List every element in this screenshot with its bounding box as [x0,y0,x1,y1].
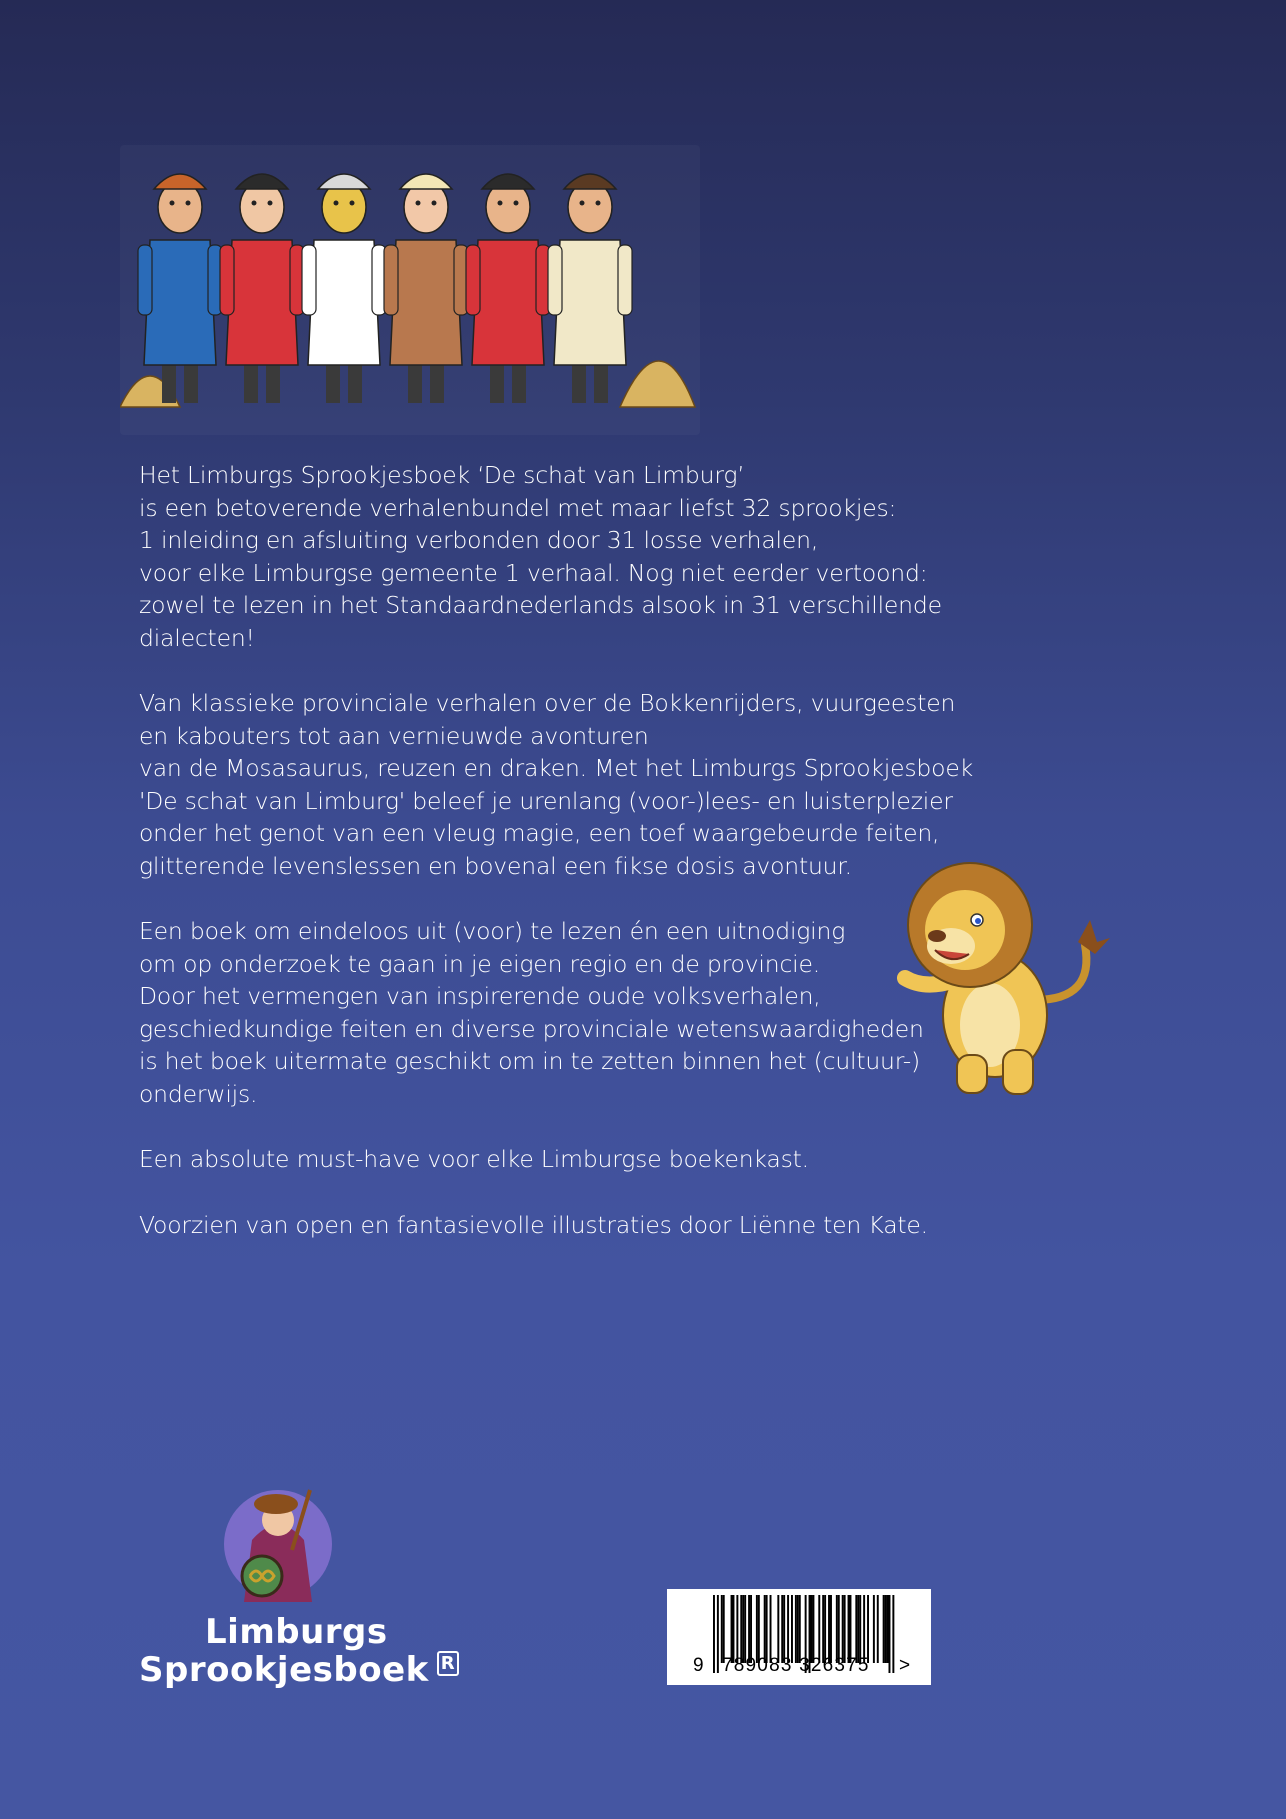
isbn-barcode [667,1589,931,1685]
barcode-bar [766,1595,768,1663]
barcode-bar [770,1595,772,1663]
barcode-bar [873,1595,875,1663]
barcode-bar [830,1595,832,1663]
barcode-bar [764,1595,766,1663]
barcode-bar [838,1595,840,1663]
barcode-bar [867,1595,869,1663]
barcode-bar [740,1595,742,1663]
barcode-bar [857,1595,859,1663]
barcode-bar [818,1595,820,1663]
barcode-bar [744,1595,746,1663]
lion-illustration [885,850,1115,1100]
barcode-bar [758,1595,760,1663]
barcode-bar [791,1595,793,1663]
barcode-bar [742,1595,744,1663]
blurb-paragraph-4: Een absolute must-have voor elke Limburgse boekenkast. [139,1145,809,1173]
storyteller-mascot-illustration [222,1480,334,1608]
barcode-bar [797,1595,799,1663]
barcode-bar [844,1595,846,1663]
registered-mark-icon: R [437,1651,459,1676]
barcode-bar [859,1595,861,1663]
blurb-paragraph-3: Een boek om eindeloos uit (voor) te lezen én een uitnodiging om op onderzoek te gaan in je eigen regio en de provincie. Door het vermengen van inspirerende oude volksverhalen, geschiedkundige feiten en diverse provinciale wetenswaardigheden is het boek uitermate geschikt om in te zetten binnen het (cultuur-) onderwijs. [139,917,924,1108]
barcode-bar [842,1595,844,1663]
characters-illustration [120,145,700,435]
barcode-bar [863,1595,865,1663]
white-lady-icon [302,174,386,403]
lady-in-brown-icon [384,174,468,403]
barcode-bar [883,1595,885,1663]
barcode-bar [848,1595,850,1663]
roman-boy-icon [548,174,632,403]
barcode-bar [733,1595,735,1663]
barcode-bar [781,1595,783,1663]
barcode-bar [887,1595,889,1663]
barcode-bar [811,1595,813,1663]
barcode-bar [731,1595,733,1663]
blurb-paragraph-5: Voorzien van open en fantasievolle illustraties door Liënne ten Kate. [139,1210,928,1239]
brand-line-1: Limburgs [205,1612,388,1652]
barcode-bar [836,1595,838,1663]
blurb-paragraph-1: Het Limburgs Sprookjesboek ‘De schat van Limburg’ is een betoverende verhalenbundel met maar liefst 32 sprookjes: 1 inleiding en afsluiting verbonden door 31 losse verhalen, voor elke Limburgse gemeente 1 verhaal. Nog niet eerder vertoond: zowel te lezen in het Standaardnederlands alsook in 31 verschillende dialecten! [139,461,942,652]
barcode-end-mark: > [899,1655,911,1676]
barcode-bar [824,1595,826,1663]
barcode-bar [799,1595,801,1663]
barcode-bar [721,1595,723,1663]
napoleon-soldier-icon [466,174,550,403]
characters-svg [120,145,700,435]
barcode-bar [877,1595,879,1663]
barcode-lead-digit: 9 [693,1655,704,1676]
barcode-bar [783,1595,785,1663]
barcode-bar [812,1595,814,1663]
blurb-paragraph-2: Van klassieke provinciale verhalen over de Bokkenrijders, vuurgeesten en kabouters tot aan vernieuwde avonturen van de Mosasaurus, reuzen en draken. Met het Limburgs Sprookjesboek 'De schat van Limburg' beleef je urenlang (voor-)lees- en luisterplezier onder het genot van een vleug magie, een toef waargebeurde feiten, glitterende levenslessen en bovenal een fikse dosis avontuur. [139,689,973,880]
barcode-digits: 789083 326375 [722,1655,870,1676]
barcode-bar [795,1595,797,1663]
brand-line-2: Sprookjesboek [139,1650,429,1690]
barcode-bar [822,1595,824,1663]
bearded-man-icon [220,174,304,403]
barcode-bar [748,1595,750,1663]
barcode-bar [885,1595,887,1663]
brand-logo [139,1613,459,1689]
barcode-bar [756,1595,758,1663]
barcode-bar [828,1595,830,1663]
miner-with-shovel-icon [138,174,222,403]
barcode-bar [750,1595,752,1663]
barcode-bar [855,1595,857,1663]
barcode-bar [777,1595,779,1663]
barcode-bar [787,1595,789,1663]
barcode-bar [723,1595,725,1663]
barcode-bar [736,1595,738,1663]
barcode-bar [850,1595,852,1663]
